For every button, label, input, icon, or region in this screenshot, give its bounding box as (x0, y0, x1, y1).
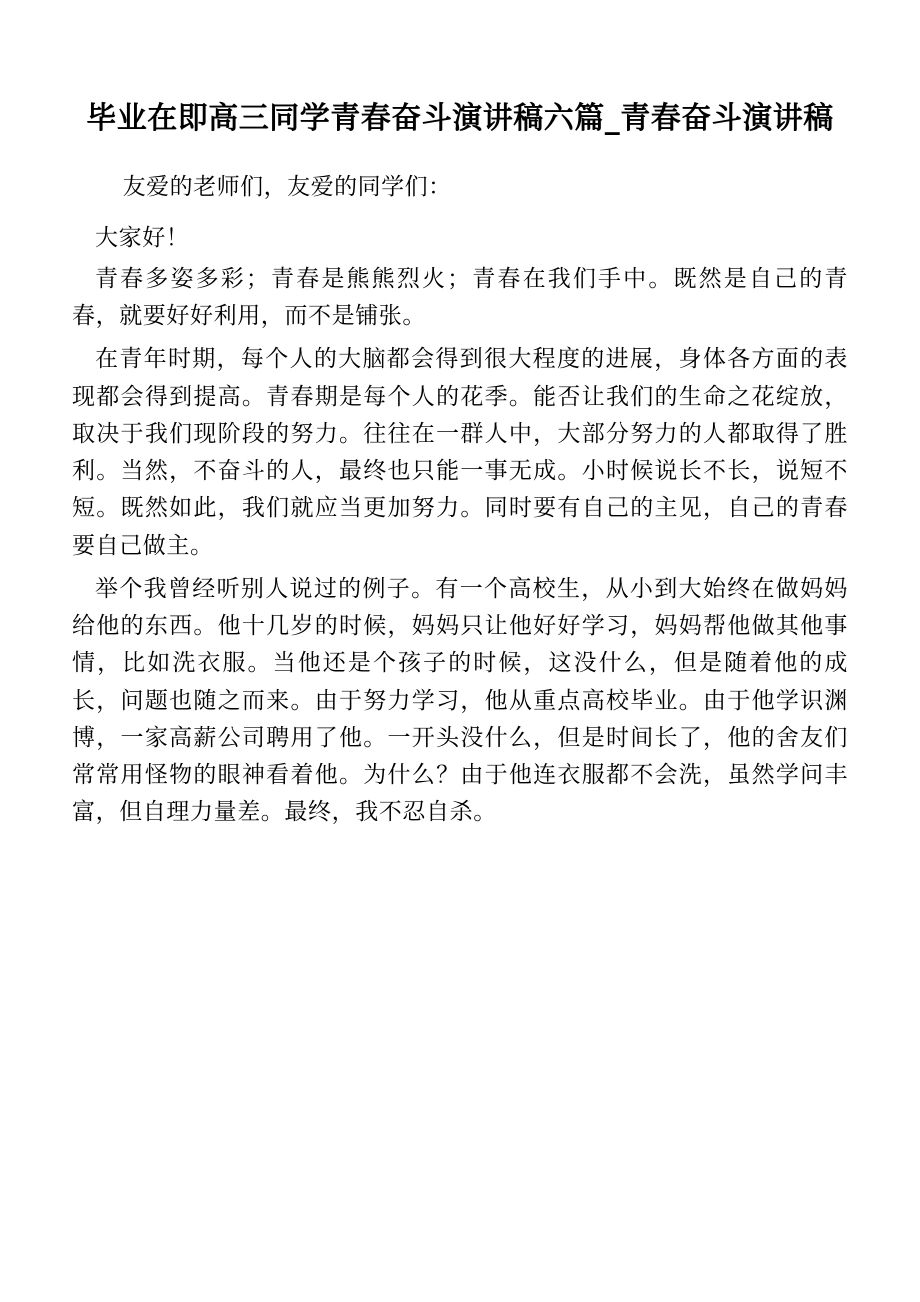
body-paragraph-1: 大家好！ (95, 224, 190, 250)
body-paragraph-2: 青春多姿多彩；青春是熊熊烈火；青春在我们手中。既然是自己的青春，就要好好利用，而不是铺张。 (72, 265, 848, 329)
body-paragraph-4: 举个我曾经听别人说过的例子。有一个高校生，从小到大始终在做妈妈给他的东西。他十几岁的时候，妈妈只让他好好学习，妈妈帮他做其他事情，比如洗衣服。当他还是个孩子的时候，这没什么，但是随着他的成长，问题也随之而来。由于努力学习，他从重点高校毕业。由于他学识渊博，一家高薪公司聘用了他。一开头没什么，但是时间长了，他的舍友们常常用怪物的眼神看着他。为什么？由于他连衣服都不会洗，虽然学问丰富，但自理力量差。最终，我不忍自杀。 (72, 575, 848, 825)
page-title: 毕业在即高三同学青春奋斗演讲稿六篇_青春奋斗演讲稿 (86, 101, 834, 136)
salutation-line: 友爱的老师们，友爱的同学们： (122, 174, 452, 199)
body-paragraph-3: 在青年时期，每个人的大脑都会得到很大程度的进展，身体各方面的表现都会得到提高。青春期是每个人的花季。能否让我们的生命之花绽放，取决于我们现阶段的努力。往往在一群人中，大部分努力的人都取得了胜利。当然，不奋斗的人，最终也只能一事无成。小时候说长不长，说短不短。既然如此，我们就应当更加努力。同时要有自己的主见，自己的青春要自己做主。 (72, 346, 848, 558)
